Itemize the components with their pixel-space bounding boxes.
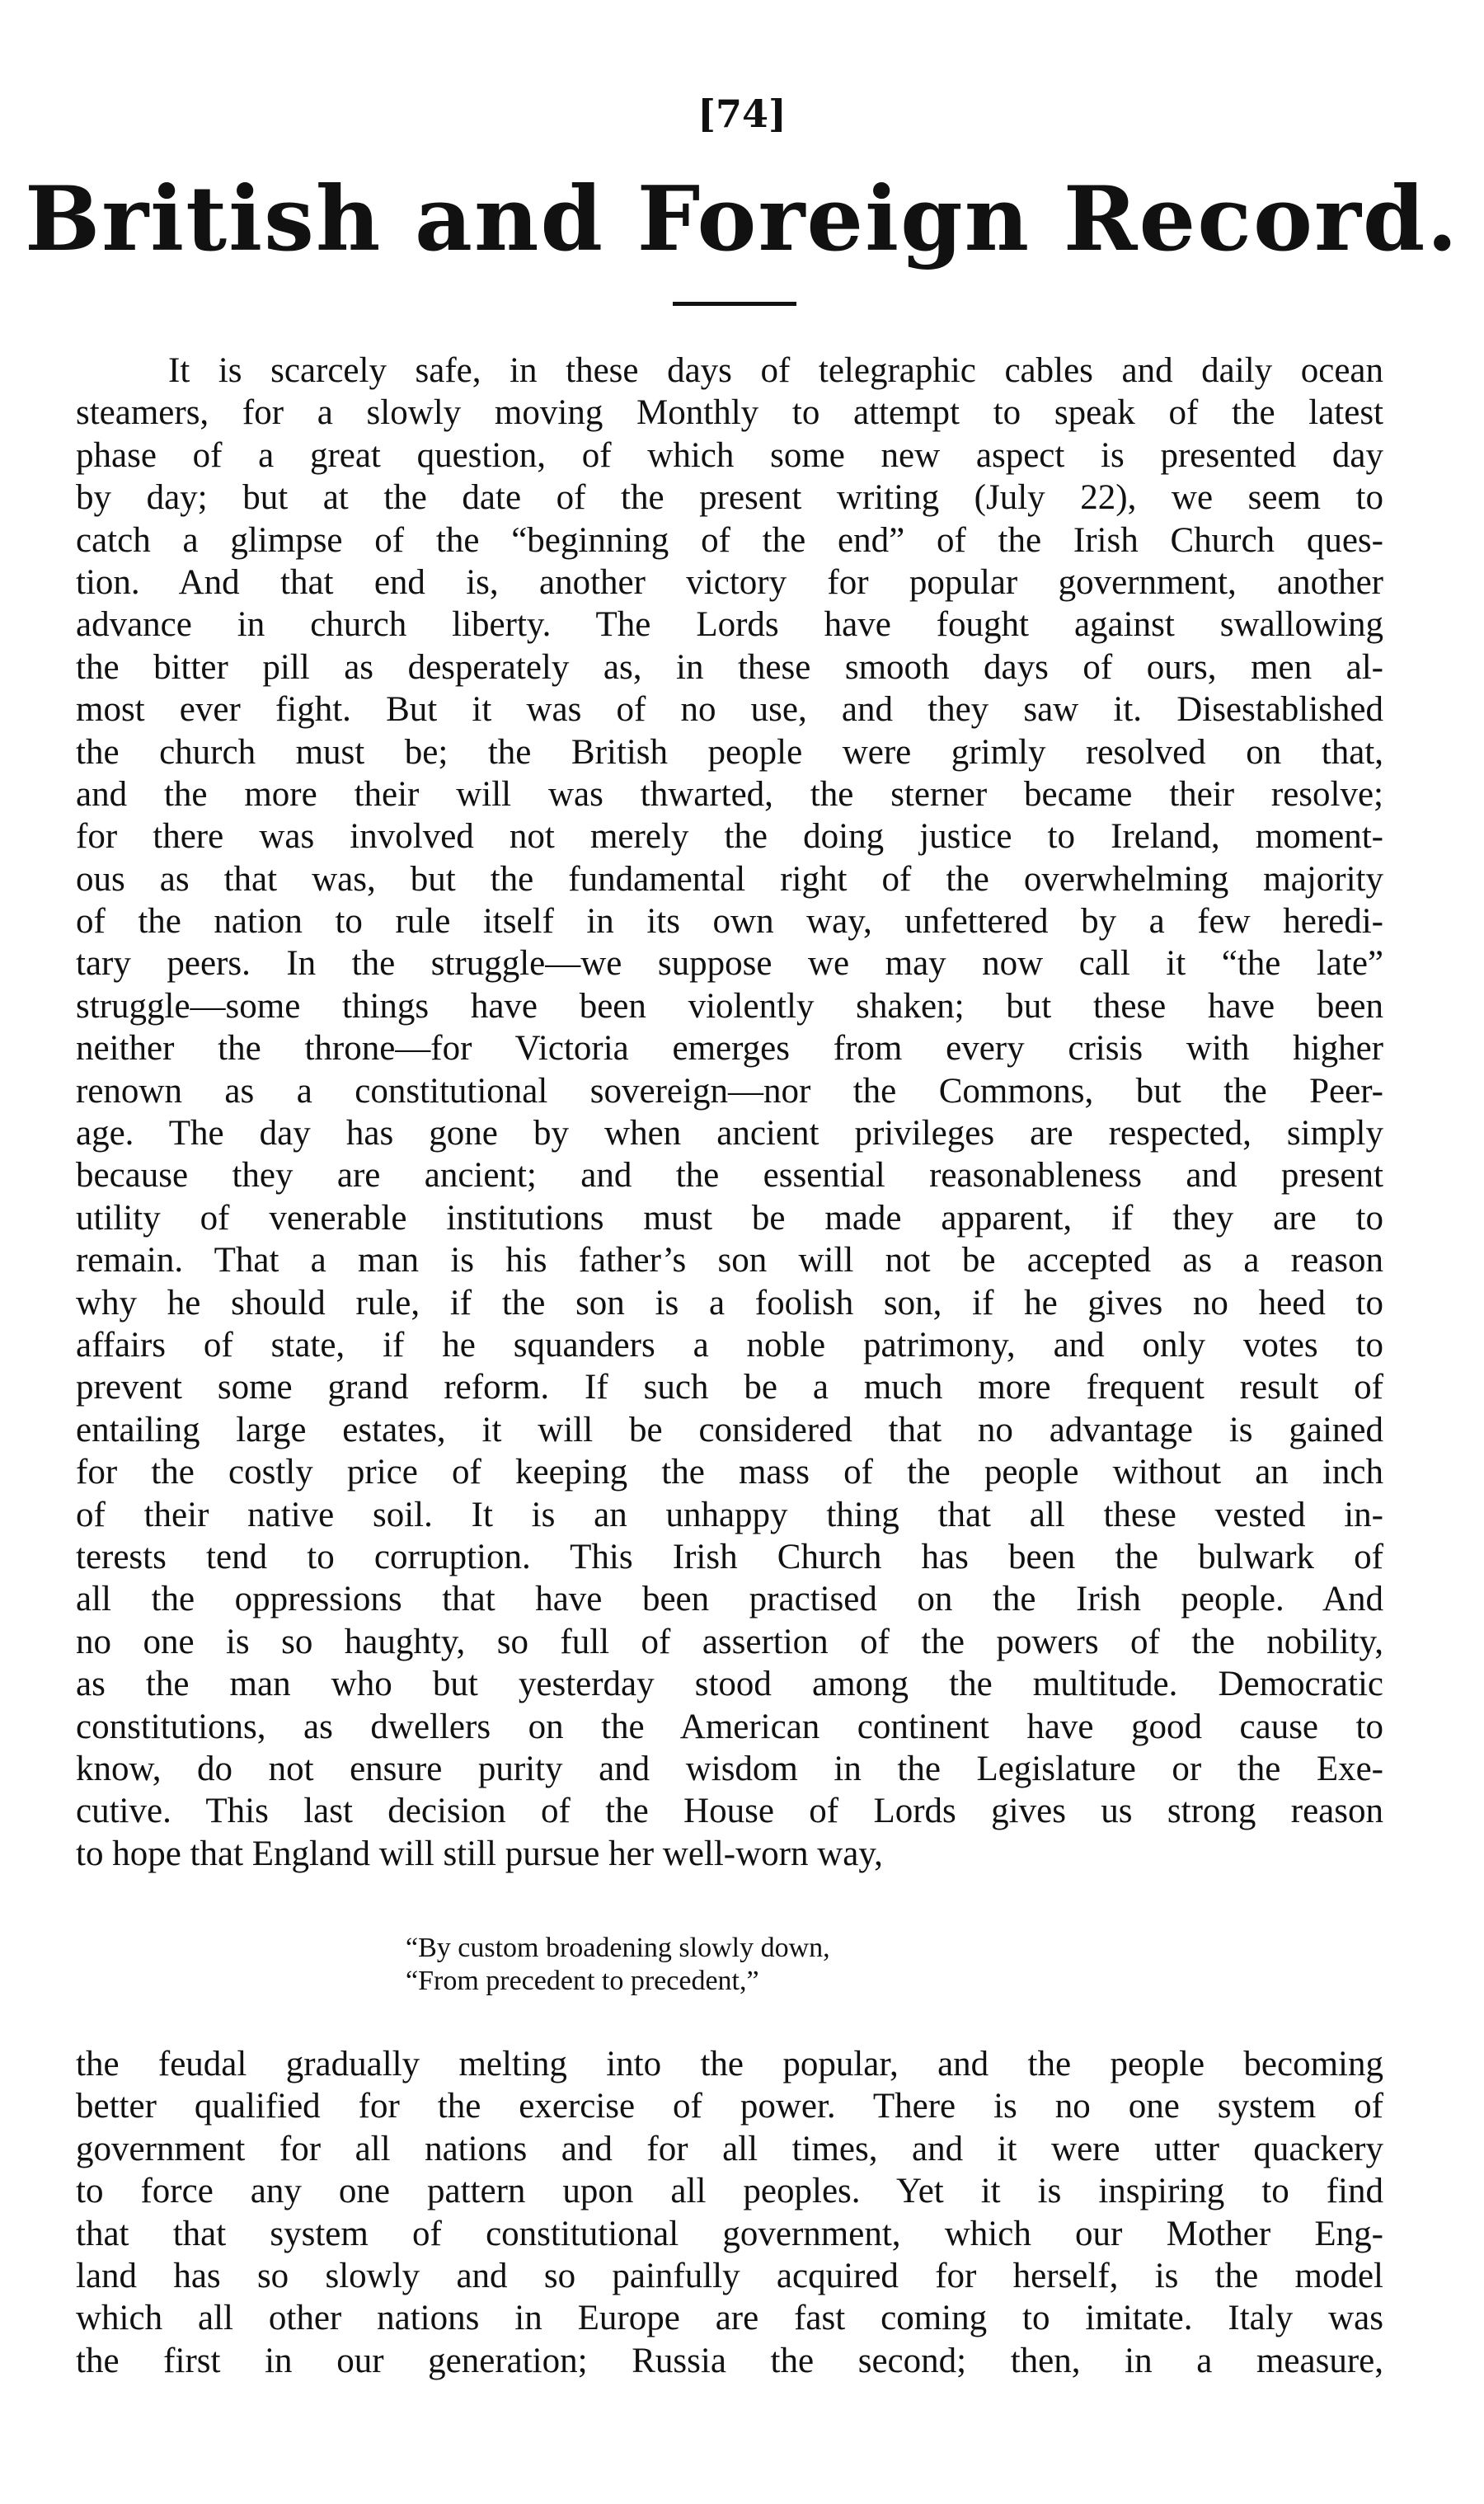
text-line: struggle—some things have been violently shaken; but these have been — [76, 986, 1383, 1026]
text-line: by day; but at the date of the present writing (July 22), we seem to — [76, 478, 1383, 518]
text-line: for there was involved not merely the doing justice to Ireland, moment- — [76, 817, 1383, 857]
text-line: to hope that England will still pursue her well-worn way, — [76, 1834, 883, 1873]
quote-line: “From precedent to precedent,” — [406, 1966, 759, 1996]
text-line: why he should rule, if the son is a foolish son, if he gives no heed to — [76, 1283, 1383, 1322]
text-line: advance in church liberty. The Lords have fought against swallowing — [76, 605, 1383, 645]
text-line: prevent some grand reform. If such be a much more frequent result of — [76, 1368, 1383, 1407]
text-line: remain. That a man is his father’s son will not be accepted as a reason — [76, 1241, 1383, 1280]
text-line: the bitter pill as desperately as, in these smooth days of ours, men al- — [76, 647, 1383, 687]
header-rule — [673, 302, 796, 306]
text-line: all the oppressions that have been practised on the Irish people. And — [76, 1580, 1383, 1619]
text-line: no one is so haughty, so full of assertion of the powers of the nobility, — [76, 1622, 1383, 1661]
text-line: of the nation to rule itself in its own way, unfettered by a few heredi- — [76, 902, 1383, 942]
text-line: tary peers. In the struggle—we suppose we may now call it “the late” — [76, 944, 1383, 984]
text-line: tion. And that end is, another victory for popular government, another — [76, 562, 1383, 602]
block-quote — [0, 1932, 1484, 1998]
text-line: renown as a constitutional sovereign—nor the Commons, but the Peer- — [76, 1071, 1383, 1111]
text-line: the church must be; the British people were grimly resolved on that, — [76, 732, 1383, 772]
text-line: which all other nations in Europe are fast coming to imitate. Italy was — [76, 2299, 1383, 2338]
text-line: government for all nations and for all times, and it were utter quackery — [76, 2129, 1383, 2168]
text-line: utility of venerable institutions must be made apparent, if they are to — [76, 1198, 1383, 1238]
text-line: to force any one pattern upon all peoples. Yet it is inspiring to find — [76, 2172, 1383, 2211]
text-line: land has so slowly and so painfully acquired for herself, is the model — [76, 2256, 1383, 2295]
text-line: that that system of constitutional government, which our Mother Eng- — [76, 2214, 1383, 2253]
section-header: British and Foreign Record. — [24, 167, 1460, 271]
text-line: catch a glimpse of the “beginning of the end” of the Irish Church ques- — [76, 520, 1383, 560]
text-line: age. The day has gone by when ancient privileges are respected, simply — [76, 1114, 1383, 1153]
text-line: for the costly price of keeping the mass of the people without an inch — [76, 1453, 1383, 1492]
text-line: of their native soil. It is an unhappy thing that all these vested in- — [76, 1495, 1383, 1534]
text-line: most ever fight. But it was of no use, and they saw it. Disestablished — [76, 690, 1383, 730]
page-number: [74] — [697, 92, 787, 136]
text-line: entailing large estates, it will be considered that no advantage is gained — [76, 1410, 1383, 1449]
text-line: the first in our generation; Russia the second; then, in a measure, — [76, 2341, 1383, 2380]
text-line: steamers, for a slowly moving Monthly to attempt to speak of the latest — [76, 393, 1383, 433]
text-line: affairs of state, if he squanders a noble patrimony, and only votes to — [76, 1325, 1383, 1365]
text-line: the feudal gradually melting into the popular, and the people becoming — [76, 2045, 1383, 2084]
text-line: better qualified for the exercise of power. There is no one system of — [76, 2087, 1383, 2126]
text-line: neither the throne—for Victoria emerges from every crisis with higher — [76, 1029, 1383, 1069]
quote-line: “By custom broadening slowly down, — [406, 1933, 830, 1963]
text-line: cutive. This last decision of the House of Lords gives us strong reason — [76, 1792, 1383, 1831]
text-line: as the man who but yesterday stood among the multitude. Democratic — [76, 1665, 1383, 1704]
text-line: terests tend to corruption. This Irish Church has been the bulwark of — [76, 1537, 1383, 1576]
text-line: because they are ancient; and the essential reasonableness and present — [76, 1156, 1383, 1196]
article-paragraph-1 — [76, 350, 1383, 1875]
text-line: know, do not ensure purity and wisdom in the Legislature or the Exe- — [76, 1749, 1383, 1788]
article-paragraph-2 — [76, 2043, 1383, 2382]
text-line: ous as that was, but the fundamental right of the overwhelming majority — [76, 859, 1383, 899]
text-line: phase of a great question, of which some new aspect is presented day — [76, 435, 1383, 475]
text-line: and the more their will was thwarted, the sterner became their resolve; — [76, 774, 1383, 814]
text-line: constitutions, as dwellers on the American continent have good cause to — [76, 1707, 1383, 1746]
text-line: It is scarcely safe, in these days of telegraphic cables and daily ocean — [168, 351, 1383, 390]
